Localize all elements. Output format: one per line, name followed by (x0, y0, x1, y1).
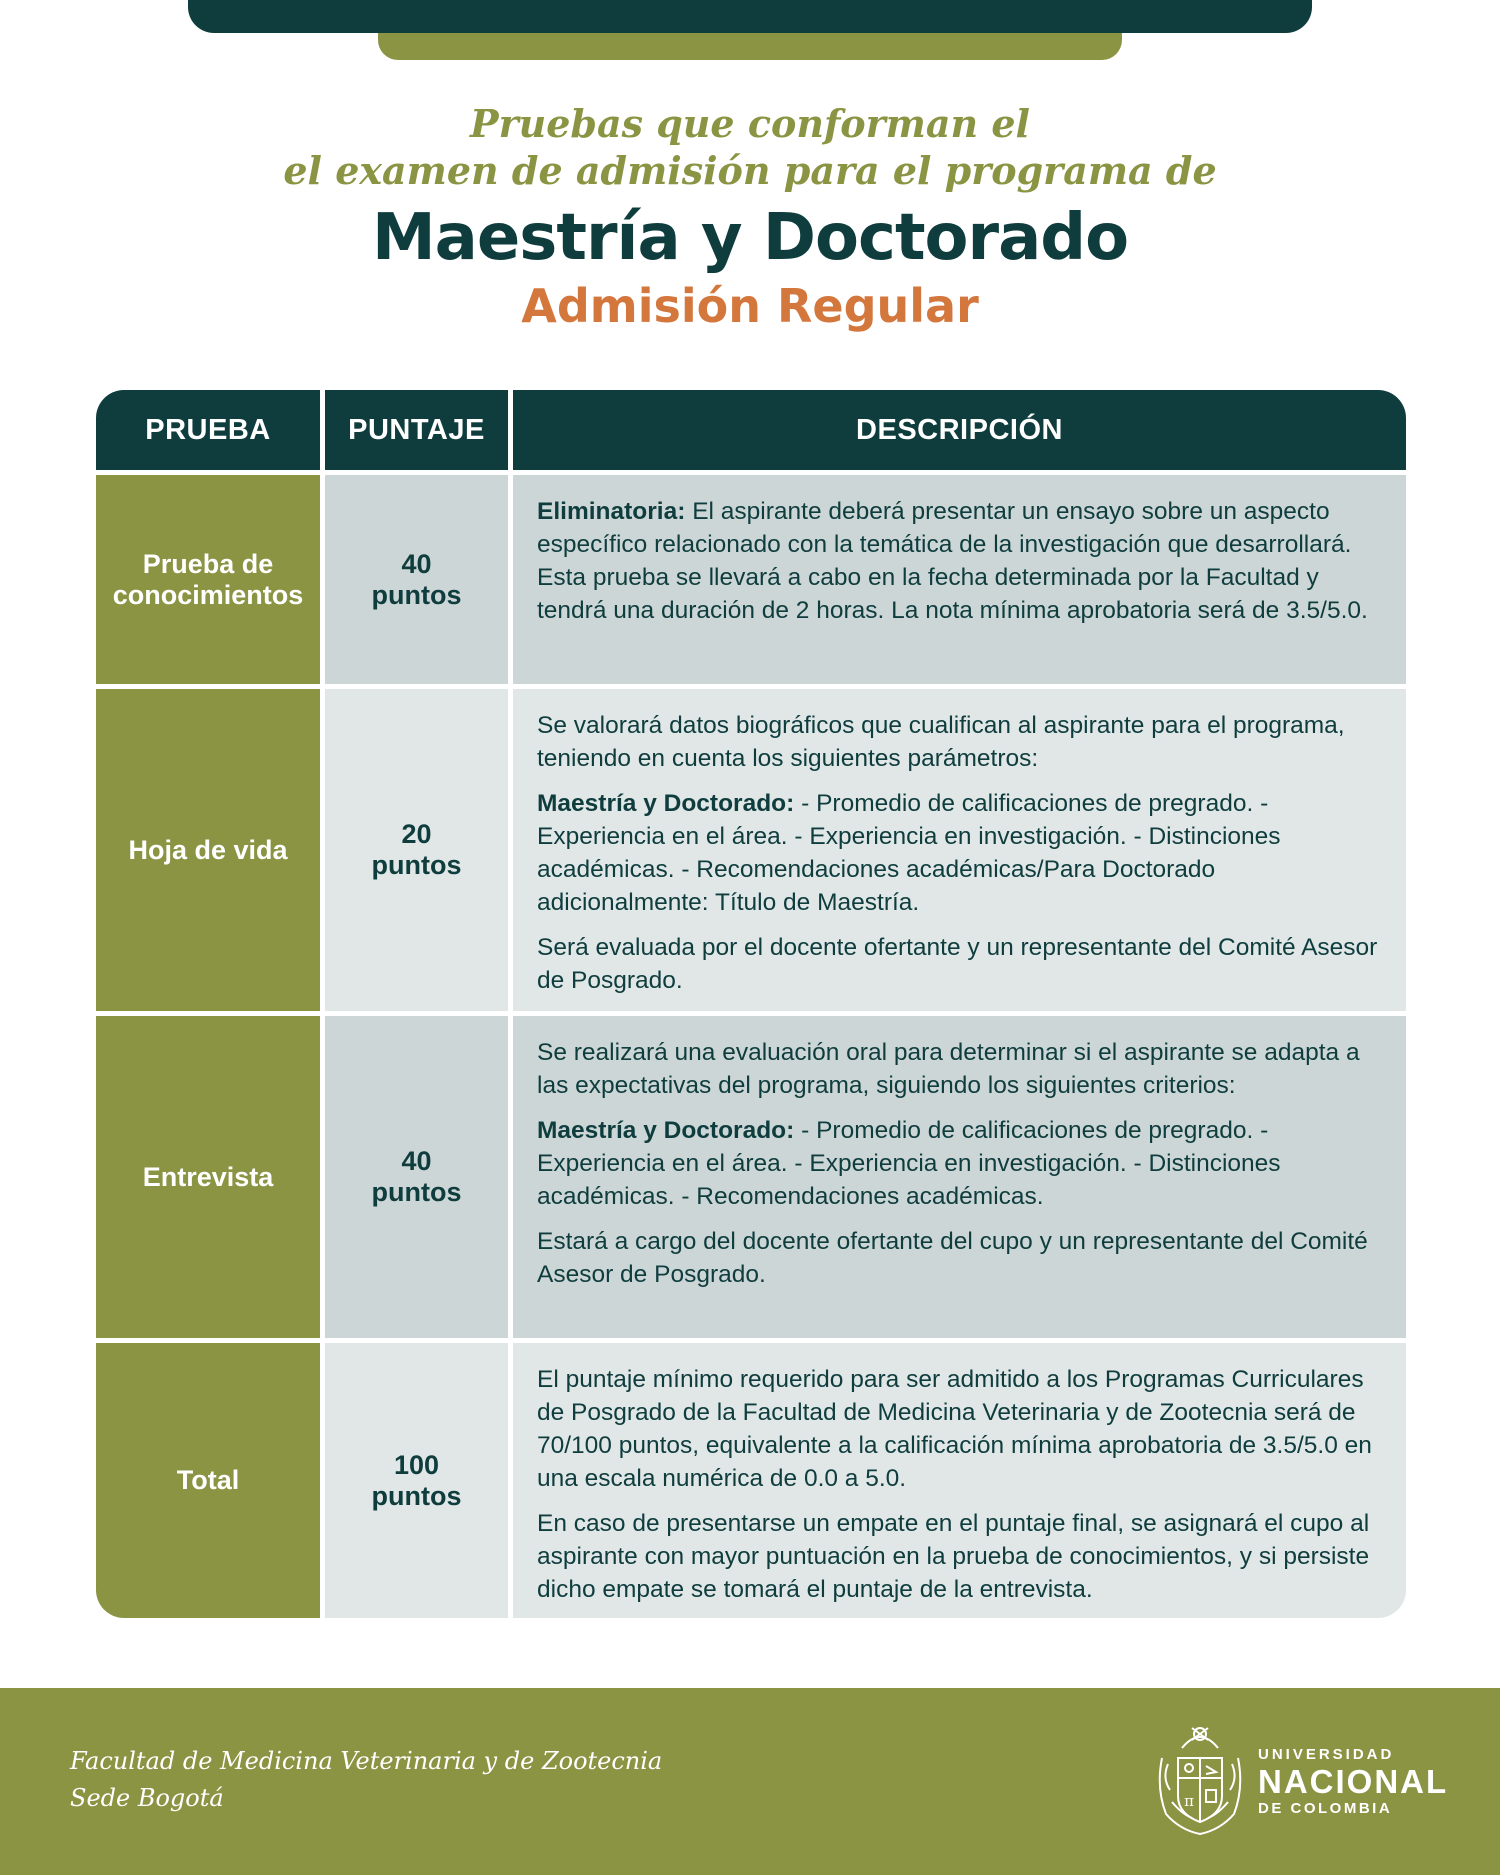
footer (0, 1688, 1500, 1875)
points-unit: puntos (371, 1480, 462, 1511)
university-logo (1152, 1718, 1449, 1843)
description-text: Se valorará datos biográficos que cualifican al aspirante para el programa, teniendo en cuenta los siguientes parámetros: (537, 712, 1345, 772)
description-text: - Promedio de calificaciones de pregrado. - Experiencia en el área. - Experiencia en investigación. - Distinciones académicas. - Recomendaciones académicas. (537, 1117, 1281, 1210)
svg-text:π: π (1184, 1792, 1194, 1810)
row-points (325, 1016, 508, 1338)
logo-line-2: NACIONAL (1258, 1763, 1449, 1800)
logo-wordmark (1258, 1746, 1448, 1818)
points-value: 20 (401, 819, 432, 849)
row-description (513, 475, 1406, 684)
row-description (513, 689, 1406, 1011)
column-header-puntaje: PUNTAJE (325, 390, 508, 470)
description-text: Será evaluada por el docente ofertante y un representante del Comité Asesor de Posgrado. (537, 934, 1378, 994)
points-unit: puntos (371, 579, 462, 610)
table-header (96, 390, 1406, 470)
top-accent-bar (378, 33, 1122, 60)
points-value: 40 (401, 548, 432, 579)
row-test-name: Hoja de vida (96, 689, 320, 1011)
row-points (325, 1343, 508, 1618)
header-line-1: Pruebas que conforman el (470, 101, 1030, 146)
points-value: 40 (401, 1146, 432, 1176)
exam-table (96, 390, 1406, 1623)
university-seal-icon (1152, 1718, 1248, 1840)
logo-line-3: DE COLOMBIA (1258, 1800, 1393, 1817)
table-row (96, 689, 1406, 1011)
row-points (325, 475, 508, 684)
column-header-prueba: PRUEBA (96, 390, 320, 470)
page-subtitle: Admisión Regular (521, 279, 979, 333)
row-points (325, 689, 508, 1011)
page-header (0, 100, 1500, 334)
description-text: El aspirante deberá presentar un ensayo sobre un aspecto específico relacionado con la temática de la investigación que desarrollará. Esta prueba se llevará a cabo en la fecha determinada por la Facultad y tendrá una duración de 2 horas. La nota mínima aprobatoria será de 3.5/5.0. (537, 498, 1368, 624)
table-row (96, 1016, 1406, 1338)
faculty-name: Facultad de Medicina Veterinaria y de Zootecnia (70, 1747, 663, 1775)
page-title: Maestría y Doctorado (371, 201, 1129, 275)
description-bold-label: Maestría y Doctorado: (537, 1117, 795, 1144)
points-unit: puntos (371, 850, 462, 880)
row-description (513, 1343, 1406, 1618)
points-unit: puntos (371, 1177, 462, 1207)
points-value: 100 (393, 1449, 440, 1480)
header-line-2: el examen de admisión para el programa de (283, 148, 1217, 193)
row-test-name: Total (96, 1343, 320, 1618)
footer-text (70, 1743, 662, 1817)
table-row (96, 1343, 1406, 1618)
campus-name: Sede Bogotá (70, 1784, 224, 1812)
logo-line-1: UNIVERSIDAD (1258, 1746, 1395, 1763)
row-description (513, 1016, 1406, 1338)
description-text: El puntaje mínimo requerido para ser admitido a los Programas Curriculares de Posgrado de la Facultad de Medicina Veterinaria y de Zootecnia será de 70/100 puntos, equivalente a la calificación mínima aprobatoria de 3.5/5.0 en una escala numérica de 0.0 a 5.0. (537, 1366, 1372, 1492)
table-row (96, 475, 1406, 684)
description-bold-label: Maestría y Doctorado: (537, 790, 795, 817)
description-text: - Promedio de calificaciones de pregrado. - Experiencia en el área. - Experiencia en investigación. - Distinciones académicas. - Recomendaciones académicas/Para Doctorado adicionalmente: Título de Maestría. (537, 790, 1281, 916)
row-test-name: Entrevista (96, 1016, 320, 1338)
description-bold-label: Eliminatoria: (537, 498, 686, 525)
description-text: Se realizará una evaluación oral para determinar si el aspirante se adapta a las expectativas del programa, siguiendo los siguientes criterios: (537, 1039, 1360, 1099)
column-header-descripcion: DESCRIPCIÓN (513, 390, 1406, 470)
top-decorative-bar (188, 0, 1312, 33)
description-text: Estará a cargo del docente ofertante del cupo y un representante del Comité Asesor de Posgrado. (537, 1228, 1368, 1288)
description-text: En caso de presentarse un empate en el puntaje final, se asignará el cupo al aspirante con mayor puntuación en la prueba de conocimientos, y si persiste dicho empate se tomará el puntaje de la entrevista. (537, 1510, 1370, 1603)
row-test-name: Prueba de conocimientos (96, 475, 320, 684)
